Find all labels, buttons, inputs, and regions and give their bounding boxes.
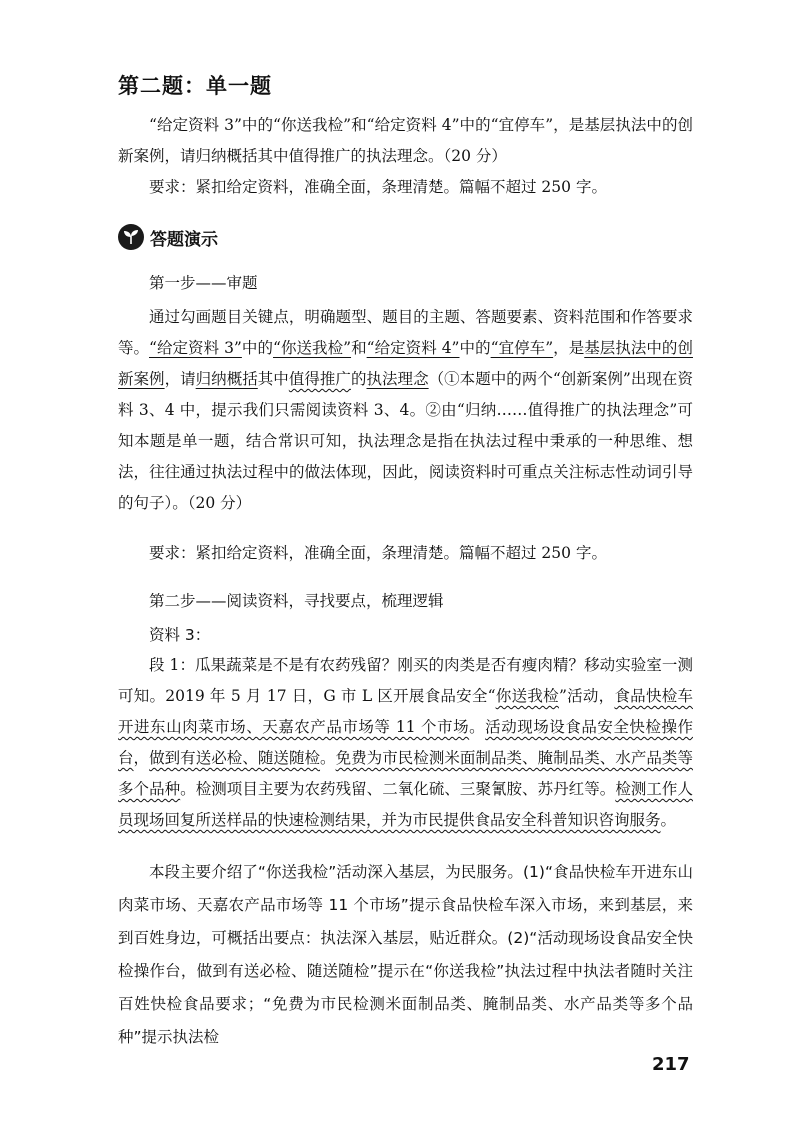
underline-4: “宜停车” <box>490 339 554 357</box>
text-5: ，请 <box>164 370 196 388</box>
plant-sprout-icon <box>118 224 144 250</box>
question-title: 第二题：单一题 <box>118 74 272 98</box>
underline-5: 基层执法中的创新案例 <box>118 339 693 388</box>
underline-7: 执法理念 <box>366 370 429 388</box>
step1-paragraph-1: 通过勾画题目关键点，明确题型、题目的主题、答题要素、资料范围和作答要求等。 <box>118 308 693 357</box>
text-2: 和 <box>351 339 367 357</box>
para-text-7: 。 <box>660 811 677 829</box>
underline-3: “给定资料 4” <box>366 339 460 357</box>
text-6: 其中 <box>257 370 289 388</box>
material-paragraph-1 <box>118 650 693 836</box>
underline-1: “给定资料 3” <box>149 339 242 357</box>
para-wavy-4: 做到有送必检、随送随检 <box>149 749 321 767</box>
para-text-2: ”活动， <box>558 687 615 705</box>
para-text-3: 。 <box>469 718 486 736</box>
step2-heading: 第二步——阅读资料，寻找要点，梳理逻辑 <box>149 592 444 610</box>
page-number: 217 <box>652 1054 690 1075</box>
para-wavy-3: 活动现场设食品安全快检操作台 <box>118 718 693 767</box>
underline-6: 归纳概括 <box>195 370 258 388</box>
text-7: 的 <box>350 370 367 388</box>
analysis-paragraph: 本段主要介绍了“你送我检”活动深入基层，为民服务。(1)“食品快检车开进东山肉菜市场、天嘉农产品市场等 11 个市场”提示食品快检车深入市场，来到基层，来到百姓身边，可概括出要点：执法深入基层，贴近群众。(2)“活动现场设食品安全快检操作台，做到有送必检、随送随检”提示在“你送我检”执法过程中执法者随时关注百姓快检食品要求；“免费为市民检测米面制品类、腌制品类、水产品类等多个品种”提示执法检 <box>118 863 693 1046</box>
para-wavy-1: 你送我检 <box>495 687 559 705</box>
para-text-4: ， <box>133 749 150 767</box>
text-8: （①本题中的两个“创新案例”出现在资料 3、4 中，提示我们只需阅读资料 3、4。②由“归纳……值得推广的执法理念”可知本题是单一题，结合常识可知，执法理念是指在执法过程中秉承的一种思维、想法，往往通过执法过程中的做法体现，因此，阅读资料时可重点关注标志性动词引导的句子）。（20 分） <box>118 370 693 512</box>
section-heading-label: 答题演示 <box>150 229 218 250</box>
para-wavy-5: 免费为市民检测米面制品类、腌制品类、水产品类等多个品种 <box>118 749 693 798</box>
material-label: 资料 3： <box>149 626 211 644</box>
underline-2: “你送我检” <box>273 339 352 357</box>
question-requirement: 要求：紧扣给定资料，准确全面，条理清楚。篇幅不超过 250 字。 <box>149 178 607 196</box>
section-heading <box>118 224 693 250</box>
text-4: ，是 <box>553 339 585 357</box>
wavy-1: 值得推广 <box>288 370 351 388</box>
para-text-5: 。 <box>320 749 336 767</box>
para-wavy-2: 食品快检车开进东山肉菜市场、天嘉农产品市场等 11 个市场 <box>118 687 693 736</box>
step1-paragraph-2 <box>118 333 693 519</box>
text-1: 中的 <box>241 339 273 357</box>
para-text-6: 。检测项目主要为农药残留、二氧化硫、三聚氰胺、苏丹红等。 <box>180 780 616 798</box>
para-text-1: 段 1：瓜果蔬菜是不是有农药残留？刚买的肉类是否有瘦肉精？移动实验室一测可知。2019 年 5 月 17 日，G 市 L 区开展食品安全“ <box>118 656 693 705</box>
question-text: “给定资料 3”中的“你送我检”和“给定资料 4”中的“宜停车”，是基层执法中的创新案例，请归纳概括其中值得推广的执法理念。（20 分） <box>118 116 693 165</box>
step1-heading: 第一步——审题 <box>149 274 258 292</box>
step1-paragraph-3: 要求：紧扣给定资料，准确全面，条理清楚。篇幅不超过 250 字。 <box>149 544 607 562</box>
para-wavy-6: 检测工作人员现场回复所送样品的快速检测结果，并为市民提供食品安全科普知识咨询服务 <box>118 780 693 829</box>
text-3: 中的 <box>459 339 491 357</box>
